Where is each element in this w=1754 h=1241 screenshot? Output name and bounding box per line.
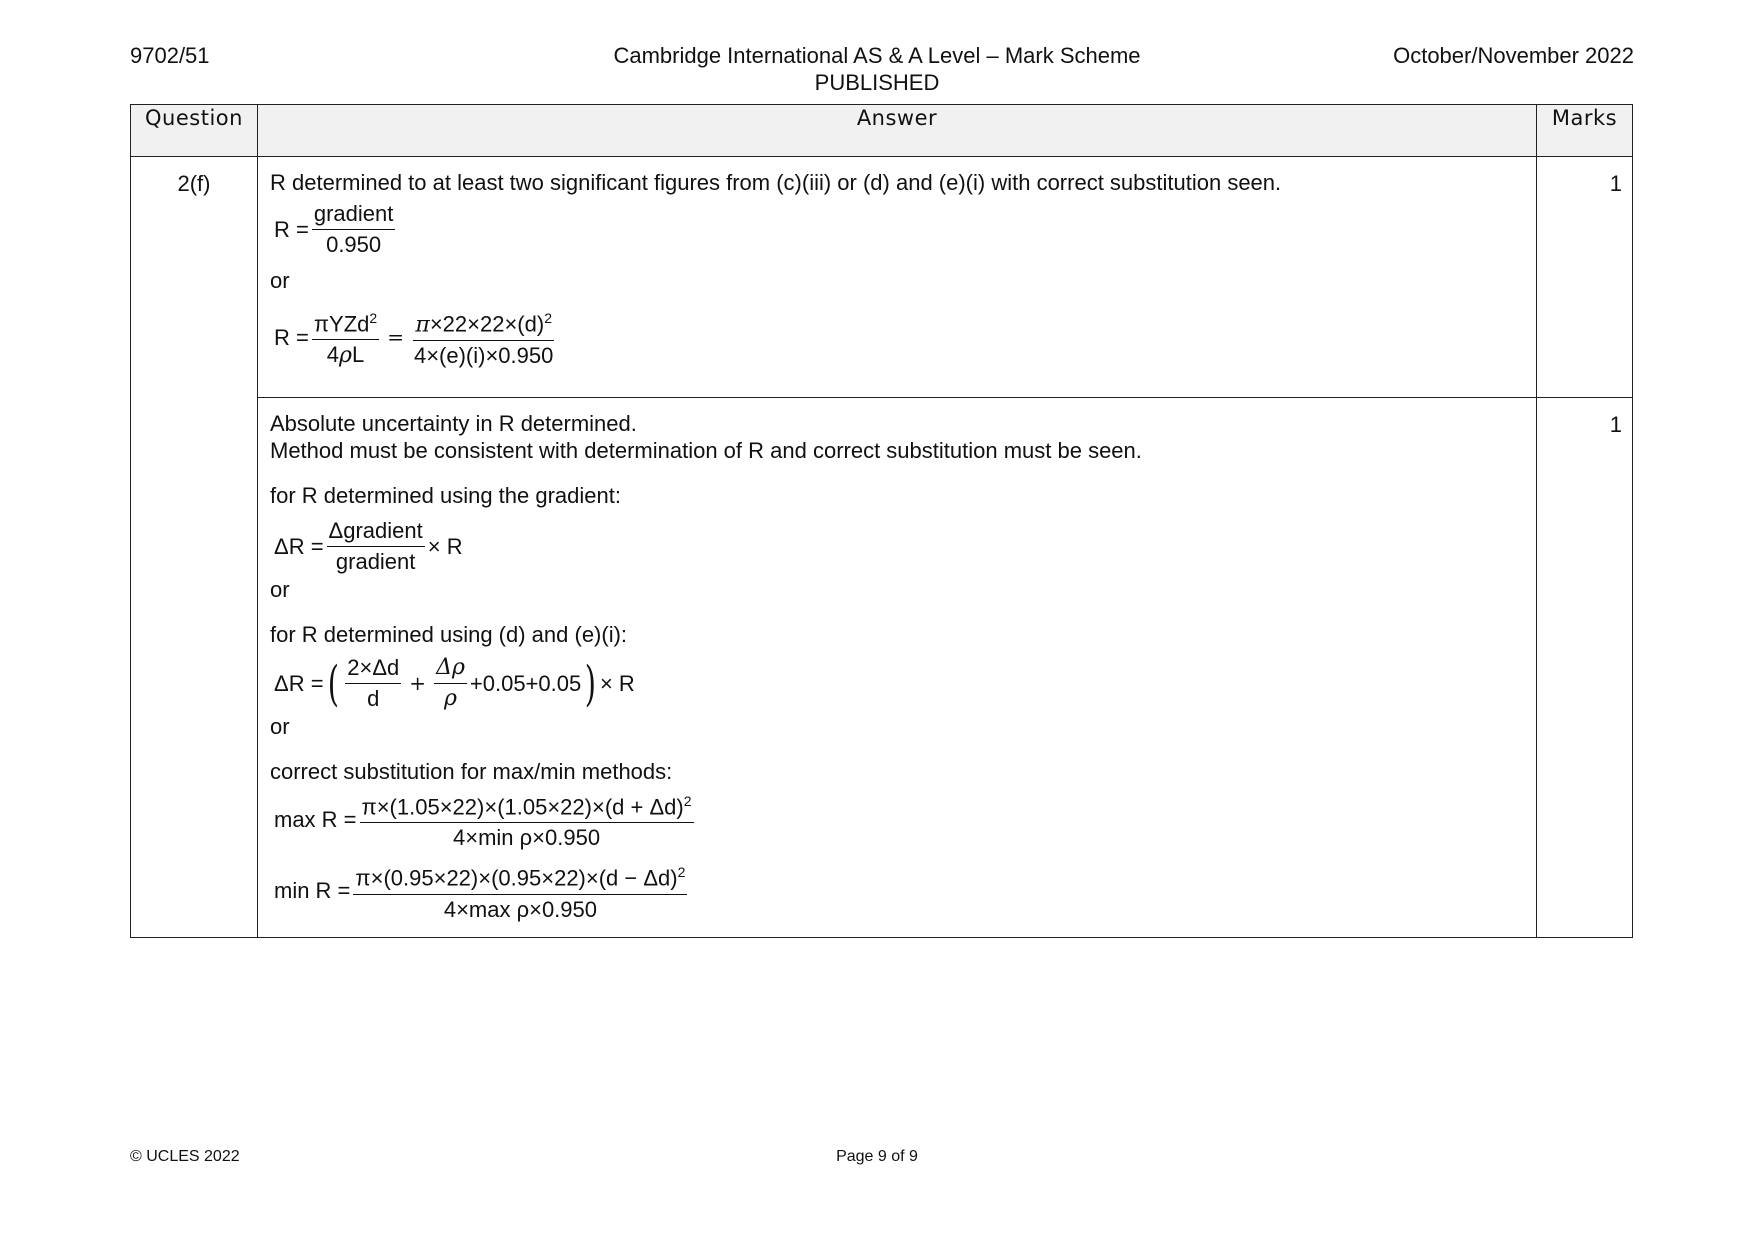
- denominator: 4×max ρ×0.950: [443, 896, 598, 922]
- mark-scheme-table: [130, 104, 1633, 938]
- marks-value: 1: [1537, 157, 1633, 398]
- exam-session: October/November 2022: [1393, 43, 1634, 68]
- copyright-notice: © UCLES 2022: [130, 1148, 240, 1165]
- numerator: Δgradient: [327, 517, 425, 547]
- formula-tail: × R: [427, 534, 463, 559]
- formula-max-r: [274, 787, 1524, 852]
- formula-lhs: R =: [274, 324, 309, 350]
- formula-lhs: ΔR =: [274, 671, 324, 696]
- fraction: [353, 858, 687, 923]
- formula-uncertainty-diameter: [274, 654, 1524, 713]
- plus-sign: +: [409, 671, 427, 695]
- constant-terms: +0.05+0.05: [469, 671, 582, 696]
- marks-value: 1: [1537, 398, 1633, 938]
- method-intro: for R determined using (d) and (e)(i):: [270, 622, 628, 647]
- question-column-header: Question: [131, 105, 258, 157]
- marks-column-header: Marks: [1537, 105, 1633, 157]
- fraction: [345, 654, 401, 713]
- formula-min-r: [274, 858, 1524, 923]
- fraction: [312, 304, 379, 370]
- numerator: gradient: [312, 200, 396, 230]
- numerator: 2×Δd: [345, 654, 401, 684]
- paper-code: 9702/51: [130, 43, 210, 68]
- published-label: PUBLISHED: [814, 70, 940, 95]
- denominator: 4×min ρ×0.950: [453, 825, 601, 851]
- page-number: Page 9 of 9: [836, 1148, 918, 1165]
- fraction: [327, 517, 425, 576]
- formula-tail: × R: [599, 671, 635, 696]
- denominator: ρ: [444, 686, 457, 711]
- formula-lhs: max R =: [274, 807, 357, 833]
- answer-text: R determined to at least two significant figures from (c)(iii) or (d) and (e)(i) with correct substitution seen.: [270, 170, 1282, 195]
- answer-column-header: Answer: [258, 105, 1537, 157]
- denominator: 0.950: [326, 232, 382, 257]
- title-line: Cambridge International AS & A Level – Mark Scheme: [613, 43, 1141, 68]
- denominator: gradient: [335, 549, 416, 574]
- numerator: $\pi\times(0.95\times 22)\times(0.95\times 22)\times(d - \Delta d)^2$: [353, 858, 687, 894]
- numerator: $\pi\times 22\times 22\times(d)^2$: [413, 304, 554, 341]
- formula-r-resistivity: [274, 304, 1524, 370]
- formula-r-gradient: [274, 200, 1524, 259]
- denominator: 4×(e)(i)×0.950: [413, 343, 554, 369]
- right-bracket: ): [584, 655, 597, 712]
- method-intro: correct substitution for max/min methods:: [270, 759, 673, 784]
- fraction: [412, 304, 555, 370]
- or-text: or: [270, 577, 290, 602]
- answer-cell: [258, 157, 1537, 398]
- equals-sign: =: [387, 324, 404, 349]
- answer-cell: [258, 398, 1537, 938]
- question-number: 2(f): [131, 157, 258, 938]
- table-header-row: [131, 105, 1633, 157]
- denominator: d: [367, 686, 380, 711]
- answer-text: Absolute uncertainty in R determined.: [270, 411, 637, 436]
- formula-lhs: min R =: [274, 878, 351, 904]
- numerator: πYZd$^2$: [312, 304, 379, 340]
- numerator: $\pi\times(1.05\times 22)\times(1.05\times 22)\times(d + \Delta d)^2$: [360, 787, 694, 823]
- formula-uncertainty-gradient: [274, 517, 1524, 576]
- formula-lhs: R =: [274, 217, 309, 242]
- or-text: or: [270, 714, 290, 739]
- formula-lhs: ΔR =: [274, 534, 324, 559]
- table-row: [131, 157, 1633, 398]
- fraction: [434, 654, 467, 713]
- fraction: [360, 787, 694, 852]
- denominator: 4ρL: [326, 342, 365, 369]
- numerator: Δρ: [434, 654, 467, 684]
- fraction: [312, 200, 396, 259]
- table-row: [131, 398, 1633, 938]
- or-text: or: [270, 268, 290, 293]
- answer-text: Method must be consistent with determination of R and correct substitution must be seen.: [270, 438, 1142, 463]
- method-intro: for R determined using the gradient:: [270, 483, 621, 508]
- left-bracket: (: [327, 655, 339, 712]
